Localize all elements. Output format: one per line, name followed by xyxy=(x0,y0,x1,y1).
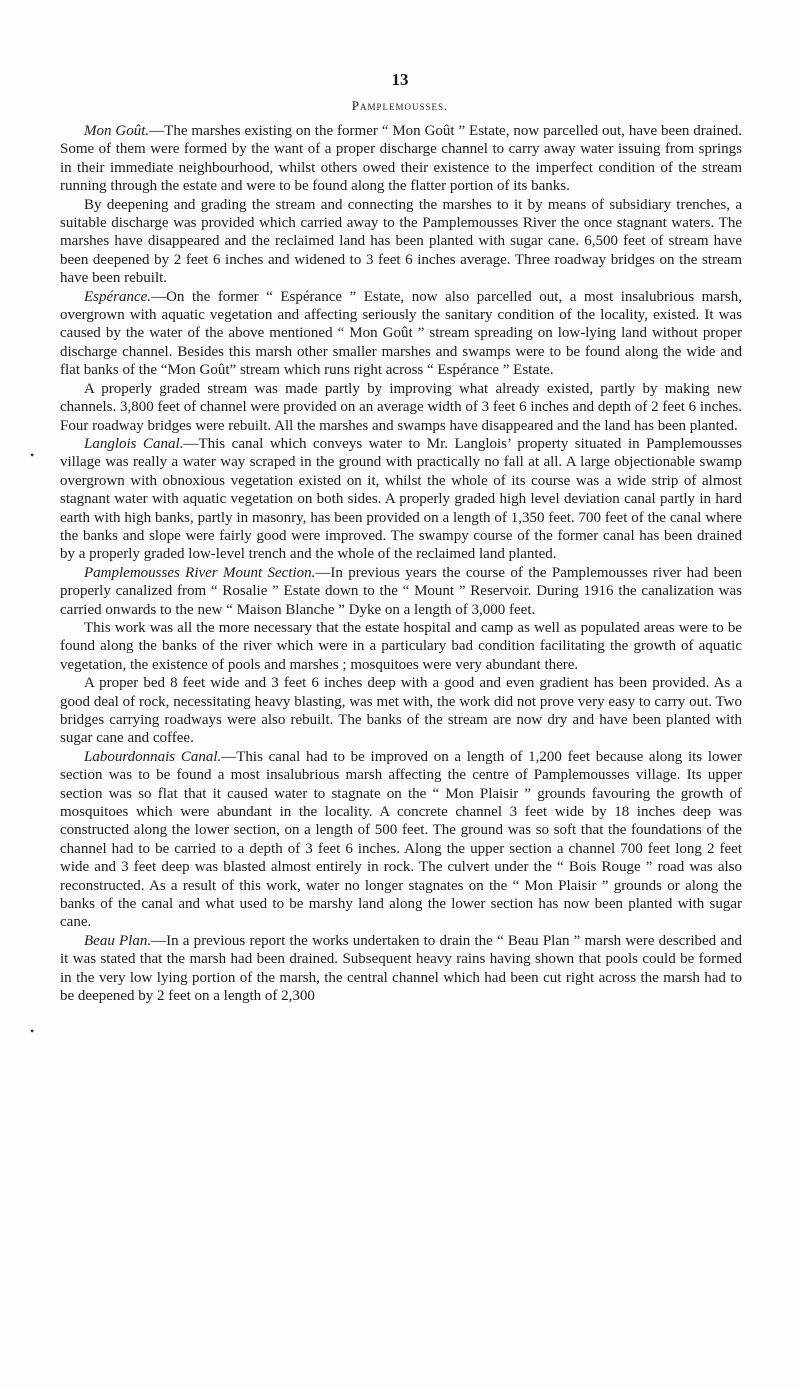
paragraph xyxy=(60,748,742,932)
margin-bullet-icon: • xyxy=(30,448,35,462)
page-number: 13 xyxy=(391,70,409,89)
paragraph-heading: Pamplemousses River Mount Section. xyxy=(84,564,316,581)
paragraph-heading: Mon Goût. xyxy=(84,123,150,139)
paragraph-heading: Beau Plan. xyxy=(84,932,152,949)
body-text xyxy=(60,122,742,1006)
paragraph xyxy=(60,674,742,748)
paragraph-text: This work was all the more necessary that the estate hospital and camp as well as populated areas were to be found along the banks of the river which were in a particulary bad condition facilitating the growth of aquatic vegetation, the existence of pools and marshes ; mosquitoes were very abundant there. xyxy=(60,619,742,673)
paragraph-text: —On the former “ Espérance ” Estate, now also parcelled out, a most insalubrious marsh, overgrown with aquatic vegetation and affecting seriously the sanitary condition of the locality, existed. It was caused by the water of the above mentioned “ Mon Goût ” stream spreading on low-lying land without proper discharge channel. Besides this marsh other smaller marshes and swamps were to be found along the wide and flat banks of the “Mon Goût” stream which runs right across “ Espérance ” Estate. xyxy=(60,288,742,379)
paragraph xyxy=(60,435,742,564)
paragraph-text: By deepening and grading the stream and connecting the marshes to it by means of subsidiary trenches, a suitable discharge was provided which carried away to the Pamplemousses River the once stagnant waters. The marshes have disappeared and the reclaimed land has been planted with sugar cane. 6,500 feet of stream have been deepened by 2 feet 6 inches and widened to 3 feet 6 inches average. Three roadway bridges on the stream have been rebuilt. xyxy=(60,196,742,287)
paragraph-text: A properly graded stream was made partly by improving what already existed, partly by making new channels. 3,800 feet of channel were provided on an average width of 3 feet 6 inches and depth of 2 feet 6 inches. Four roadway bridges were rebuilt. All the marshes and swamps have disappeared and the land has been planted. xyxy=(60,380,742,434)
paragraph-text: A proper bed 8 feet wide and 3 feet 6 inches deep with a good and even gradient has been provided. As a good deal of rock, necessitating heavy blasting, was met with, the work did not prove very easy to carry out. Two bridges carrying roadways were also rebuilt. The banks of the stream are now dry and have been planted with sugar cane and coffee. xyxy=(60,675,742,747)
paragraph xyxy=(60,380,742,435)
paragraph xyxy=(60,619,742,674)
paragraph-heading: Langlois Canal. xyxy=(84,435,184,452)
paragraph-text: —In previous years the course of the Pamplemousses river had been properly canalized from “ Rosalie ” Estate down to the “ Mount ” Reservoir. During 1916 the canalization was carried onwards to the new “ Maison Blanche ” Dyke on a length of 3,000 feet. xyxy=(60,564,742,618)
paragraph-heading: Labourdonnais Canal. xyxy=(84,748,222,765)
paragraph-text: —This canal which conveys water to Mr. Langlois’ property situated in Pamplemousses village was really a water way scraped in the ground with practically no fall at all. A large objectionable swamp overgrown with obnoxious vegetation existed on it, whilst the whole of its course was a wide strip of almost stagnant water with aquatic vegetation on both sides. A properly graded high level deviation canal partly in hard earth with high banks, partly in masonry, has been provided on a length of 1,350 feet. 700 feet of the canal where the banks and slope were fairly good were improved. The swampy course of the former canal has been drained by a properly graded low-level trench and the whole of the reclaimed land planted. xyxy=(60,435,742,563)
paragraph xyxy=(60,564,742,619)
section-title: Pamplemousses. xyxy=(351,98,449,113)
paragraph xyxy=(60,122,742,196)
paragraph-text: —In a previous report the works undertaken to drain the “ Beau Plan ” marsh were described and it was stated that the marsh had been drained. Subsequent heavy rains having shown that pools could be formed in the very low lying portion of the marsh, the central channel which had been cut right across the marsh had to be deepened by 2 feet on a length of 2,300 xyxy=(60,932,742,1005)
paragraph xyxy=(60,932,742,1006)
paragraph xyxy=(60,288,742,380)
paragraph-heading: Espérance. xyxy=(84,288,152,305)
paragraph-text: —The marshes existing on the former “ Mon Goût ” Estate, now parcelled out, have been drained. Some of them were formed by the want of a proper discharge channel to carry away water issuing from springs in their immediate neighbourhood, whilst others owed their existence to the imperfect condition of the stream running through the estate and were to be found along the flatter portion of its banks. xyxy=(60,123,743,195)
paragraph-text: —This canal had to be improved on a length of 1,200 feet because along its lower section was to be found a most insalubrious marsh affecting the centre of Pamplemousses village. Its upper section was so flat that it caused water to stagnate on the “ Mon Plaisir ” grounds favouring the growth of mosquitoes which were abundant in the locality. A concrete channel 3 feet wide by 18 inches deep was constructed along the lower section, on a length of 500 feet. The ground was so soft that the foundations of the channel had to be carried to a depth of 3 feet 6 inches. Along the upper section a channel 700 feet long 2 feet wide and 3 feet deep was blasted almost entirely in rock. The culvert under the “ Bois Rouge ” road was also reconstructed. As a result of this work, water no longer stagnates on the “ Mon Plaisir ” grounds or along the banks of the canal and what used to be marshy land along the lower section has now been planted with sugar cane. xyxy=(60,748,742,931)
paragraph xyxy=(60,196,742,288)
margin-bullet-icon: • xyxy=(30,1024,35,1038)
